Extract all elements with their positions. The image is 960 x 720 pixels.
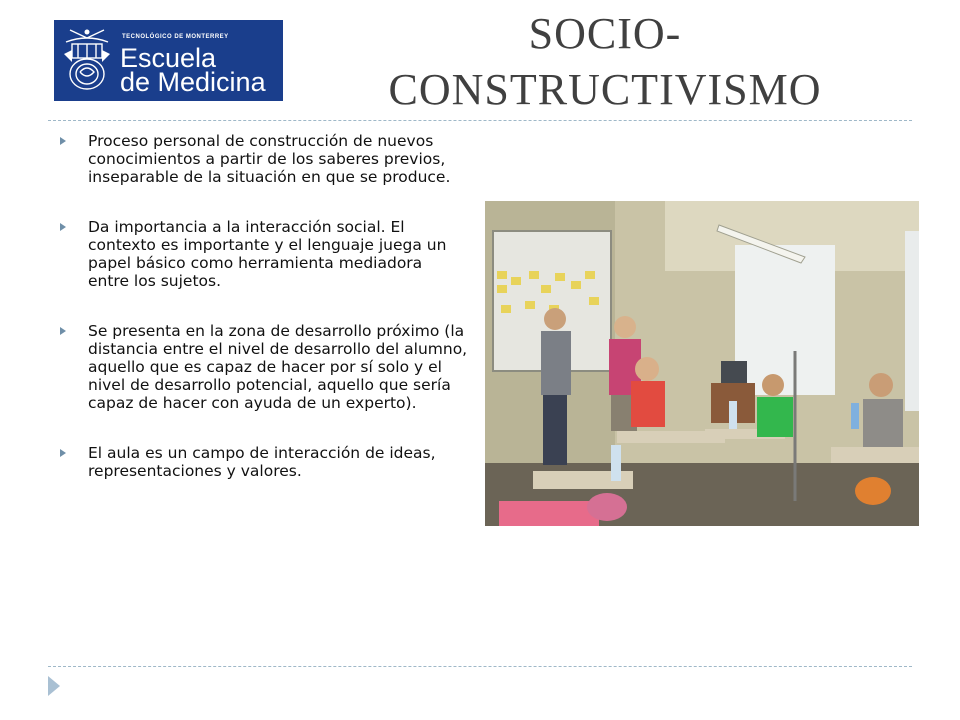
photo-monitor [721,361,747,383]
bullet-text: Se presenta en la zona de desarrollo próximo (la distancia entre el nivel de desarrollo del alumno, aquello que es capaz de hacer por sí solo y el nivel de desarrollo potencial, aquello que sería capaz de hacer con ayuda de un experto). [88,322,468,412]
top-divider [48,120,912,121]
slide-title-line1: SOCIO- [528,9,682,58]
institution-label: TECNOLÓGICO DE MONTERREY [122,34,229,40]
triangle-right-icon [60,137,66,145]
photo-window [735,245,835,395]
bottom-divider [48,666,912,667]
photo-window-right [905,231,919,411]
photo-bottle [611,445,621,481]
bullet-text: Da importancia a la interacción social. El contexto es importante y el lenguaje juega un papel básico como herramienta mediadora entre los sujetos. [88,218,447,290]
school-logo [54,20,283,101]
photo-pink-folder [499,501,599,526]
triangle-right-icon [60,327,66,335]
classroom-photo [485,201,919,526]
bullet-list [58,132,468,512]
bullet-item [58,444,468,480]
photo-bag [587,493,627,521]
photo-bottle [851,403,859,429]
seal-emblem-icon [60,26,114,94]
school-name-line2: de Medicina [120,67,266,97]
photo-bag [855,477,891,505]
play-triangle-icon [48,676,60,696]
bullet-item [58,132,468,186]
triangle-right-icon [60,223,66,231]
bullet-item [58,322,468,412]
slide-title [300,6,910,118]
triangle-right-icon [60,449,66,457]
photo-bottle [729,401,737,429]
bullet-text: Proceso personal de construcción de nuevos conocimientos a partir de los saberes previos, inseparable de la situación en que se produce. [88,132,451,186]
slide-title-line2: CONSTRUCTIVISMO [388,65,822,114]
bullet-item [58,218,468,290]
bullet-text: El aula es un campo de interacción de ideas, representaciones y valores. [88,444,436,480]
photo-table [831,447,919,463]
school-name-line1: Escuela [120,43,217,73]
